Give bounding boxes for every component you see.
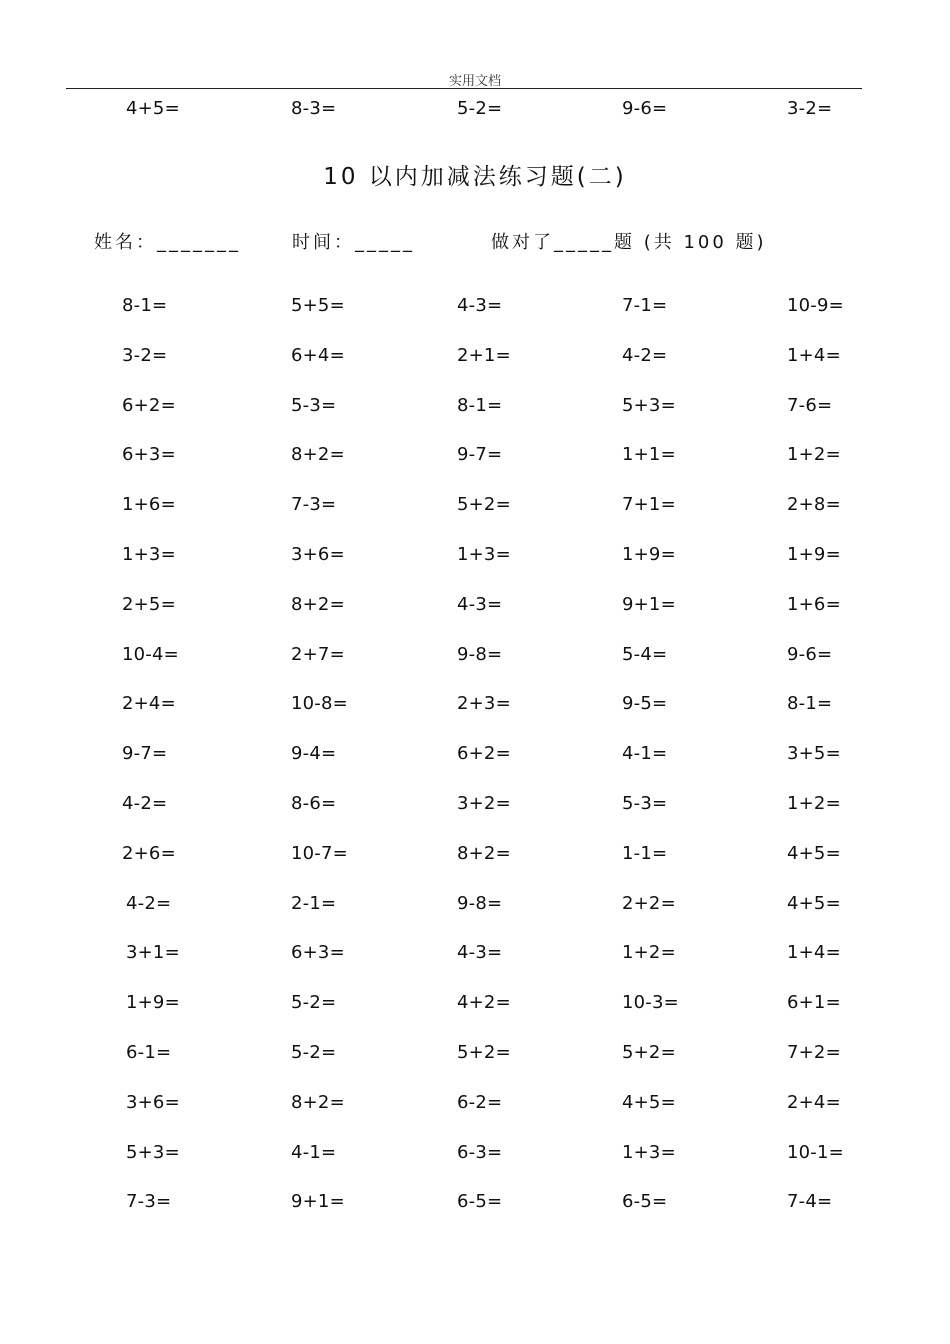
problem: 2+5= [122, 593, 176, 615]
problem: 2+7= [291, 643, 345, 665]
problem: 6+2= [457, 743, 511, 765]
problem: 5+2= [622, 1042, 676, 1063]
problem: 4-3= [457, 593, 503, 615]
score-field-label: 做对了_____题 (共 100 题) [491, 232, 767, 253]
problem-row [0, 789, 950, 819]
problem: 1+9= [787, 544, 841, 565]
problem: 3+6= [126, 1091, 180, 1113]
problem: 10-7= [291, 842, 348, 864]
problem-row [0, 341, 950, 371]
problem: 1+6= [122, 494, 176, 516]
problem: 5+3= [622, 394, 676, 416]
problem: 3-2= [787, 98, 833, 119]
problem: 3+1= [126, 942, 180, 964]
problem: 5+5= [291, 295, 345, 316]
problem-row [0, 839, 950, 869]
problem: 10-1= [787, 1141, 844, 1163]
problem: 1+3= [622, 1141, 676, 1163]
problem: 2+3= [457, 693, 511, 715]
problem: 5-3= [291, 394, 337, 416]
problem-row [0, 1187, 950, 1217]
problem: 9-5= [622, 693, 668, 715]
problem-row [0, 1038, 950, 1068]
problem: 3-2= [122, 344, 168, 366]
problem: 8-1= [457, 394, 503, 416]
problem: 1+4= [787, 344, 841, 366]
problem: 6-5= [622, 1191, 668, 1213]
problem: 4-1= [291, 1141, 337, 1163]
problem: 1+4= [787, 942, 841, 964]
problem: 4-2= [126, 892, 172, 914]
problem: 2+1= [457, 344, 511, 366]
problem-row [0, 590, 950, 620]
time-field-label: 时间：_____ [292, 232, 415, 253]
problem: 9-8= [457, 892, 503, 914]
problem: 7-6= [787, 394, 833, 416]
problem: 2-1= [291, 892, 337, 914]
problem: 1+9= [622, 544, 676, 565]
page-header: 实用文档 [448, 74, 501, 89]
problem: 9+1= [622, 593, 676, 615]
problem: 6+3= [122, 444, 176, 466]
problem: 3+2= [457, 793, 511, 814]
problem: 6+1= [787, 992, 841, 1014]
problem: 8+2= [291, 1091, 345, 1113]
problem: 9-7= [122, 743, 168, 765]
problem-row [0, 889, 950, 919]
problem-row [0, 938, 950, 968]
problem-row [0, 440, 950, 470]
problem: 6+2= [122, 394, 176, 416]
problem: 5-2= [291, 992, 337, 1014]
problem: 5-3= [622, 793, 668, 814]
problem: 1+9= [126, 992, 180, 1014]
problem-row [0, 490, 950, 520]
problem: 5-4= [622, 643, 668, 665]
problem-row [0, 291, 950, 321]
problem: 1+2= [787, 793, 841, 814]
problem: 6-3= [457, 1141, 503, 1163]
problem: 1+6= [787, 593, 841, 615]
problem: 3+6= [291, 544, 345, 565]
problem: 10-4= [122, 643, 179, 665]
problem: 2+4= [122, 693, 176, 715]
problem: 8+2= [291, 444, 345, 466]
problem: 4-2= [122, 793, 168, 814]
problem: 7-3= [291, 494, 337, 516]
top-problem-row [0, 94, 950, 124]
worksheet-title: 10 以内加减法练习题(二) [323, 164, 627, 190]
problem-row [0, 1088, 950, 1118]
problem: 2+6= [122, 842, 176, 864]
problem: 9+1= [291, 1191, 345, 1213]
problem: 4+5= [787, 842, 841, 864]
problem: 9-8= [457, 643, 503, 665]
problem: 8+2= [291, 593, 345, 615]
problem: 4+5= [787, 892, 841, 914]
problem: 5-2= [291, 1042, 337, 1063]
problem: 2+8= [787, 494, 841, 516]
problem: 1-1= [622, 842, 668, 864]
problem: 9-6= [622, 98, 668, 119]
problem: 6+4= [291, 344, 345, 366]
problem: 7-4= [787, 1191, 833, 1213]
problem: 10-8= [291, 693, 348, 715]
problem: 4+5= [126, 98, 180, 119]
header-rule [66, 88, 862, 89]
problem: 6+3= [291, 942, 345, 964]
problem: 4-2= [622, 344, 668, 366]
problem: 1+3= [122, 544, 176, 565]
problem-row [0, 1138, 950, 1168]
name-field-label: 姓名：_______ [94, 232, 241, 253]
problem: 8-6= [291, 793, 337, 814]
problem: 8-1= [787, 693, 833, 715]
problem: 4-1= [622, 743, 668, 765]
problem: 8+2= [457, 842, 511, 864]
problem: 4-3= [457, 295, 503, 316]
problem: 8-1= [122, 295, 168, 316]
problem-row [0, 391, 950, 421]
problem: 5-2= [457, 98, 503, 119]
problem: 6-5= [457, 1191, 503, 1213]
problem: 1+1= [622, 444, 676, 466]
problem-row [0, 988, 950, 1018]
problem: 4+2= [457, 992, 511, 1014]
problem: 5+3= [126, 1141, 180, 1163]
problem: 4+5= [622, 1091, 676, 1113]
problem: 2+4= [787, 1091, 841, 1113]
problem: 1+3= [457, 544, 511, 565]
problem: 7+2= [787, 1042, 841, 1063]
problem: 1+2= [622, 942, 676, 964]
problem: 10-3= [622, 992, 679, 1014]
problem-row [0, 640, 950, 670]
problem-row [0, 540, 950, 570]
problem: 1+2= [787, 444, 841, 466]
problem: 4-3= [457, 942, 503, 964]
problem: 8-3= [291, 98, 337, 119]
problem: 6-2= [457, 1091, 503, 1113]
problem: 10-9= [787, 295, 844, 316]
problem: 3+5= [787, 743, 841, 765]
problem: 5+2= [457, 1042, 511, 1063]
problem-row [0, 689, 950, 719]
problem: 7-3= [126, 1191, 172, 1213]
problem: 6-1= [126, 1042, 172, 1063]
problem: 2+2= [622, 892, 676, 914]
problem: 9-6= [787, 643, 833, 665]
problem: 5+2= [457, 494, 511, 516]
problem: 9-7= [457, 444, 503, 466]
problem: 9-4= [291, 743, 337, 765]
problem: 7+1= [622, 494, 676, 516]
problem-row [0, 739, 950, 769]
problem: 7-1= [622, 295, 668, 316]
